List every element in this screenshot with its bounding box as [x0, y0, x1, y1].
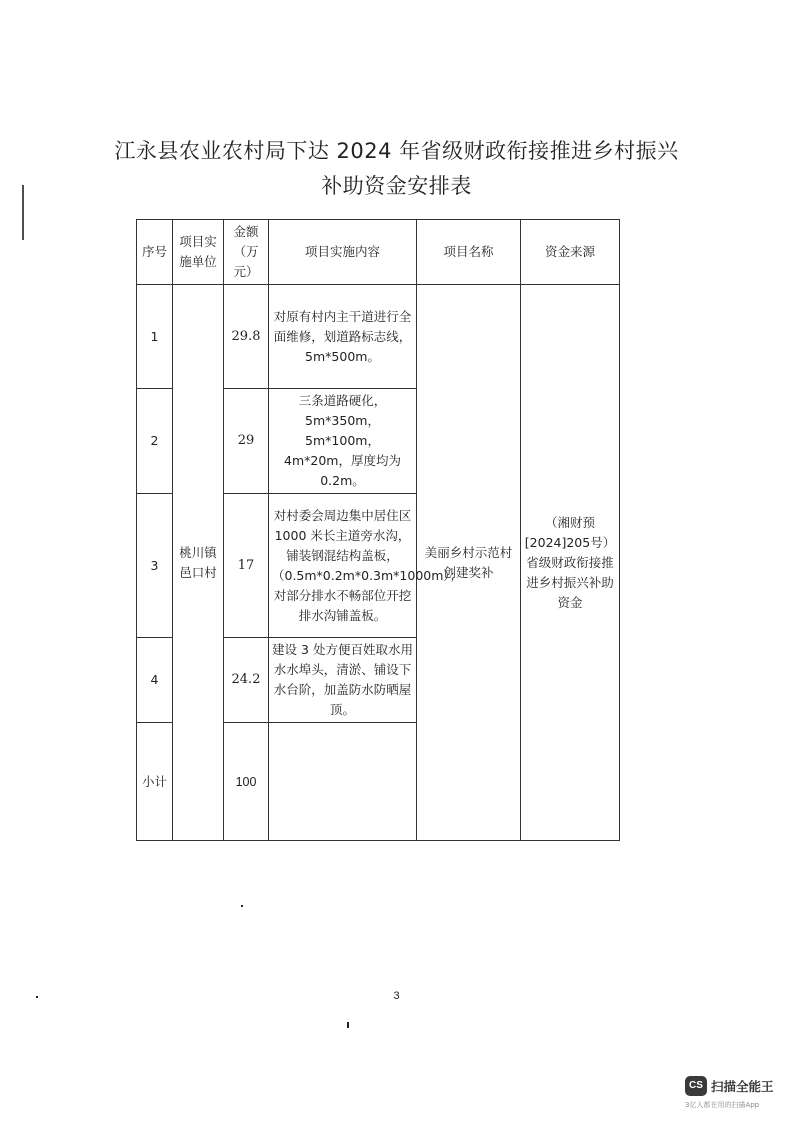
document-title-line1: 江永县农业农村局下达 2024 年省级财政衔接推进乡村振兴 — [114, 139, 679, 163]
row-index: 4 — [137, 638, 173, 723]
watermark-slogan: 3亿人都在用的扫描App — [685, 1101, 760, 1109]
header-content: 项目实施内容 — [269, 220, 417, 285]
row-content: 三条道路硬化，5m*350m，5m*100m，4m*20m，厚度均为0.2m。 — [269, 389, 417, 494]
table-row — [137, 285, 620, 389]
header-unit: 项目实施单位 — [173, 220, 224, 285]
watermark-app-name: 扫描全能王 — [711, 1079, 774, 1094]
row-index: 3 — [137, 494, 173, 638]
row-amount: 29 — [224, 389, 269, 494]
implementing-unit-cell: 桃川镇邑口村 — [173, 285, 224, 841]
scan-artifact — [241, 905, 243, 907]
project-name-cell: 美丽乡村示范村创建奖补 — [417, 285, 521, 841]
row-content: 对原有村内主干道进行全面维修，划道路标志线，5m*500m。 — [269, 285, 417, 389]
page-number: 3 — [393, 990, 400, 1002]
scan-artifact — [36, 996, 38, 998]
header-fund-source: 资金来源 — [521, 220, 620, 285]
header-amount: 金额（万元） — [224, 220, 269, 285]
row-amount: 24.2 — [224, 638, 269, 723]
scan-artifact — [347, 1022, 349, 1028]
subtotal-content-empty — [269, 723, 417, 841]
fund-allocation-table — [136, 219, 620, 841]
scanner-watermark — [685, 1076, 785, 1112]
row-index: 2 — [137, 389, 173, 494]
subtotal-amount: 100 — [224, 723, 269, 841]
document-title-line2: 补助资金安排表 — [321, 174, 472, 198]
row-amount: 29.8 — [224, 285, 269, 389]
scan-artifact — [22, 185, 24, 240]
fund-source-cell: （湘财预[2024]205号）省级财政衔接推进乡村振兴补助资金 — [521, 285, 620, 841]
subtotal-label: 小计 — [137, 723, 173, 841]
row-content: 建设 3 处方便百姓取水用水水埠头，清淤、铺设下水台阶，加盖防水防晒屋顶。 — [269, 638, 417, 723]
header-project-name: 项目名称 — [417, 220, 521, 285]
camscanner-logo-icon: CS — [685, 1076, 707, 1096]
header-index: 序号 — [137, 220, 173, 285]
row-index: 1 — [137, 285, 173, 389]
row-amount: 17 — [224, 494, 269, 638]
row-content: 对村委会周边集中居住区 1000 米长主道旁水沟，铺装钢混结构盖板，（0.5m*0.2m*0.3m*1000m）；对部分排水不畅部位开挖排水沟铺盖板。 — [269, 494, 417, 638]
table-header-row — [137, 220, 620, 285]
